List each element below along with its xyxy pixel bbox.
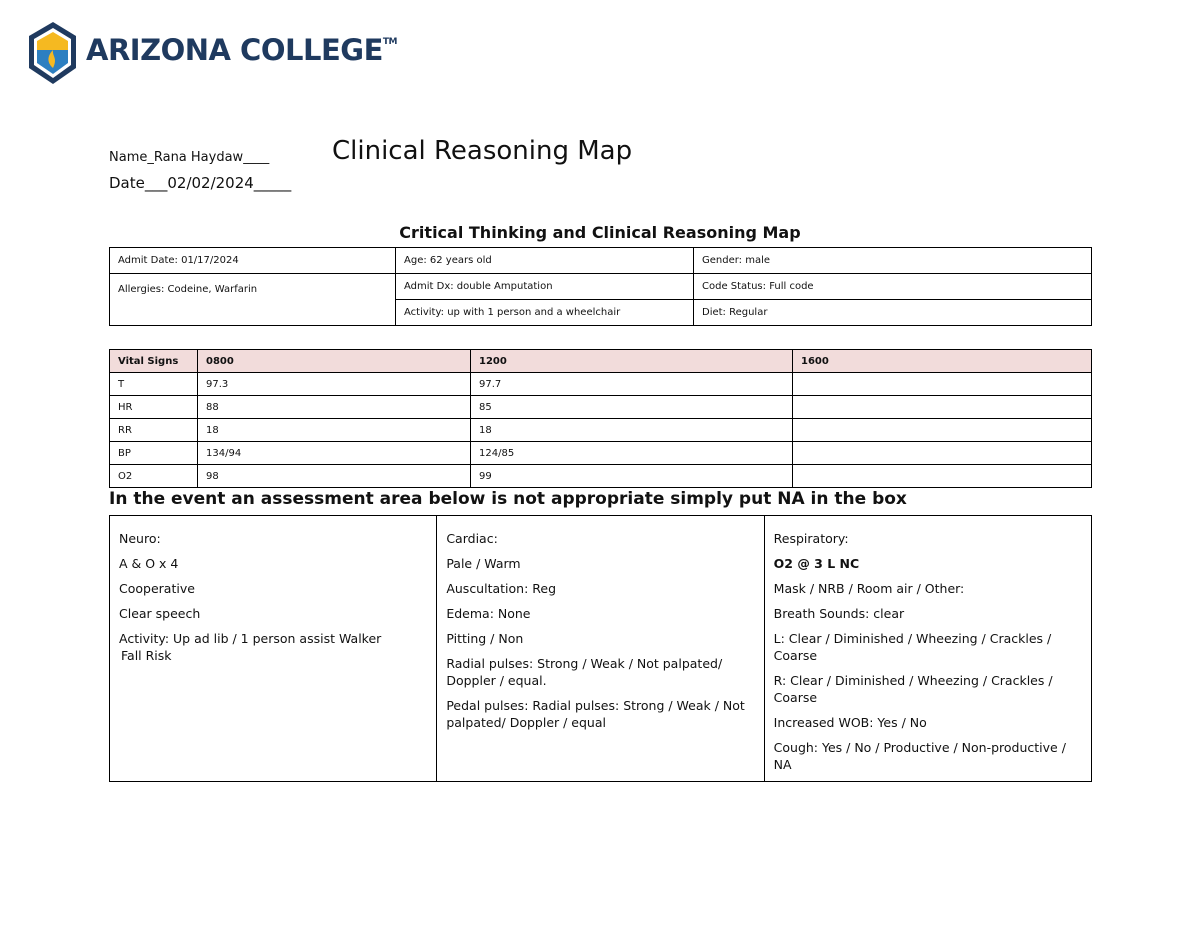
vitals-header-row [110, 350, 1092, 373]
vital-value [793, 465, 1092, 488]
vital-value: 97.3 [198, 373, 471, 396]
admit-dx: Admit Dx: double Amputation [396, 274, 694, 300]
vitals-row-t [110, 373, 1092, 396]
respiratory-line: Breath Sounds: clear [773, 606, 905, 621]
vitals-row-o2 [110, 465, 1092, 488]
vitals-row-bp [110, 442, 1092, 465]
cardiac-line: Pitting / Non [446, 631, 524, 646]
vital-value [793, 396, 1092, 419]
vital-label: T [110, 373, 198, 396]
age: Age: 62 years old [396, 248, 694, 274]
assessment-table [109, 515, 1092, 782]
vital-label: BP [110, 442, 198, 465]
cardiac-title: Cardiac: [446, 531, 498, 546]
vitals-header-cell: 1600 [793, 350, 1092, 373]
instruction-note: In the event an assessment area below is not appropriate simply put NA in the box [109, 489, 907, 509]
vitals-header-cell: 0800 [198, 350, 471, 373]
respiratory-o2: O2 @ 3 L NC [773, 556, 860, 571]
neuro-line: Cooperative [119, 581, 195, 596]
vital-value: 18 [471, 419, 793, 442]
date-field: Date___02/02/2024_____ [109, 174, 292, 192]
cardiac-line: Edema: None [446, 606, 531, 621]
neuro-activity: Activity: Up ad lib / 1 person assist Walker [119, 631, 382, 646]
vital-value: 88 [198, 396, 471, 419]
vital-value: 85 [471, 396, 793, 419]
cardiac-line: Radial pulses: Strong / Weak / Not palpated/ Doppler / equal. [446, 656, 723, 688]
vital-value: 18 [198, 419, 471, 442]
vital-label: HR [110, 396, 198, 419]
vital-value: 124/85 [471, 442, 793, 465]
vital-value [793, 442, 1092, 465]
page-title: Clinical Reasoning Map [332, 136, 633, 166]
respiratory-line: Increased WOB: Yes / No [773, 715, 927, 730]
vitals-header-cell: Vital Signs [110, 350, 198, 373]
vital-value: 98 [198, 465, 471, 488]
neuro-fall-risk: Fall Risk [121, 648, 172, 663]
respiratory-line: Cough: Yes / No / Productive / Non-productive / NA [773, 740, 1066, 772]
code-status: Code Status: Full code [694, 274, 1092, 300]
respiratory-line: R: Clear / Diminished / Wheezing / Crackles / Coarse [773, 673, 1053, 705]
vital-signs-table [109, 349, 1092, 488]
neuro-line: A & O x 4 [119, 556, 179, 571]
respiratory-cell [764, 516, 1091, 782]
neuro-line: Clear speech [119, 606, 201, 621]
map-subtitle: Critical Thinking and Clinical Reasoning Map [399, 223, 801, 242]
diet: Diet: Regular [694, 300, 1092, 326]
vital-value [793, 373, 1092, 396]
neuro-cell [110, 516, 437, 782]
cardiac-line: Pedal pulses: Radial pulses: Strong / Weak / Not palpated/ Doppler / equal [446, 698, 745, 730]
activity: Activity: up with 1 person and a wheelchair [396, 300, 694, 326]
allergies: Allergies: Codeine, Warfarin [110, 274, 396, 326]
admit-date: Admit Date: 01/17/2024 [110, 248, 396, 274]
vital-value: 99 [471, 465, 793, 488]
vital-value: 97.7 [471, 373, 793, 396]
neuro-title: Neuro: [119, 531, 161, 546]
respiratory-line: L: Clear / Diminished / Wheezing / Crackles / Coarse [773, 631, 1052, 663]
vitals-row-rr [110, 419, 1092, 442]
vital-value: 134/94 [198, 442, 471, 465]
patient-info-table [109, 247, 1092, 326]
vitals-header-cell: 1200 [471, 350, 793, 373]
cardiac-line: Pale / Warm [446, 556, 521, 571]
gender: Gender: male [694, 248, 1092, 274]
trademark: TM [382, 37, 397, 47]
vitals-row-hr [110, 396, 1092, 419]
vital-label: RR [110, 419, 198, 442]
cardiac-line: Auscultation: Reg [446, 581, 557, 596]
vital-label: O2 [110, 465, 198, 488]
logo-wordmark: ARIZONA COLLEGE™ [86, 33, 397, 67]
vital-value [793, 419, 1092, 442]
respiratory-title: Respiratory: [773, 531, 849, 546]
cardiac-cell [437, 516, 764, 782]
respiratory-line: Mask / NRB / Room air / Other: [773, 581, 965, 596]
student-name: Name_Rana Haydaw____ [109, 150, 270, 165]
